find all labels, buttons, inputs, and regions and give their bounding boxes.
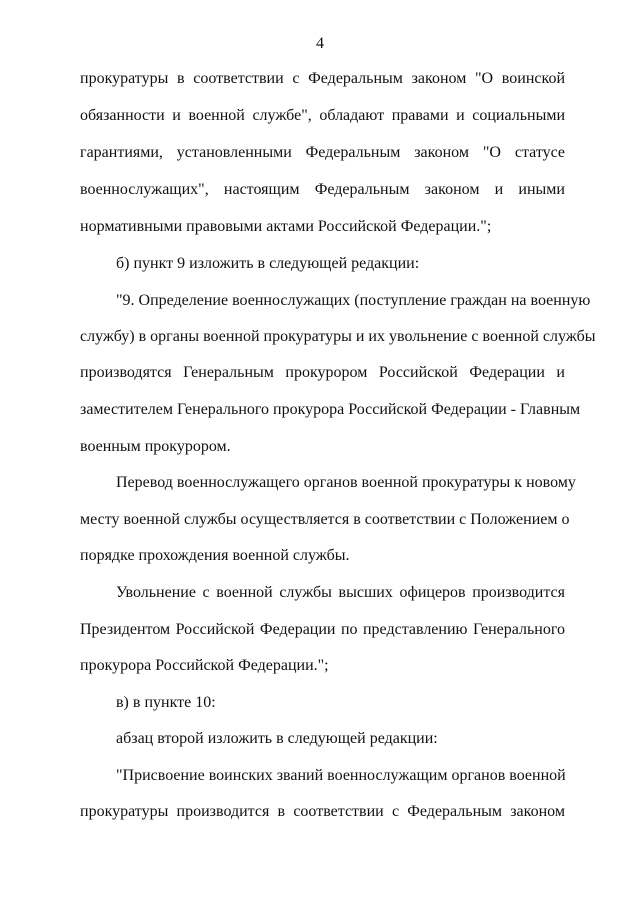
text-line: военнослужащих", настоящим Федеральным законом и иными bbox=[80, 181, 565, 198]
text-line: прокурора Российской Федерации."; bbox=[80, 657, 329, 674]
text-line: нормативными правовыми актами Российской Федерации."; bbox=[80, 218, 492, 235]
text-line: Перевод военнослужащего органов военной прокуратуры к новому bbox=[116, 474, 576, 491]
text-line: б) пункт 9 изложить в следующей редакции: bbox=[116, 255, 420, 272]
text-line: Президентом Российской Федерации по представлению Генерального bbox=[80, 621, 565, 638]
text-line: прокуратуры производится в соответствии с Федеральным законом bbox=[80, 803, 565, 820]
text-line: гарантиями, установленными Федеральным законом "О статусе bbox=[80, 144, 565, 161]
text-line: "9. Определение военнослужащих (поступление граждан на военную bbox=[116, 292, 591, 309]
text-line: службу) в органы военной прокуратуры и их увольнение с военной службы bbox=[80, 328, 596, 345]
text-line: военным прокурором. bbox=[80, 438, 231, 455]
text-line: заместителем Генерального прокурора Российской Федерации - Главным bbox=[80, 401, 581, 418]
text-line: "Присвоение воинских званий военнослужащим органов военной bbox=[116, 767, 566, 784]
page-number: 4 bbox=[316, 35, 324, 52]
text-line: в) в пункте 10: bbox=[116, 694, 216, 711]
text-line: обязанности и военной службе", обладают правами и социальными bbox=[80, 107, 565, 124]
text-line: прокуратуры в соответствии с Федеральным законом "О воинской bbox=[80, 70, 565, 87]
text-line: Увольнение с военной службы высших офицеров производится bbox=[116, 584, 565, 601]
text-line: абзац второй изложить в следующей редакции: bbox=[116, 730, 438, 747]
text-line: месту военной службы осуществляется в соответствии с Положением о bbox=[80, 511, 570, 528]
text-line: порядке прохождения военной службы. bbox=[80, 547, 350, 564]
text-line: производятся Генеральным прокурором Российской Федерации и bbox=[80, 364, 565, 381]
